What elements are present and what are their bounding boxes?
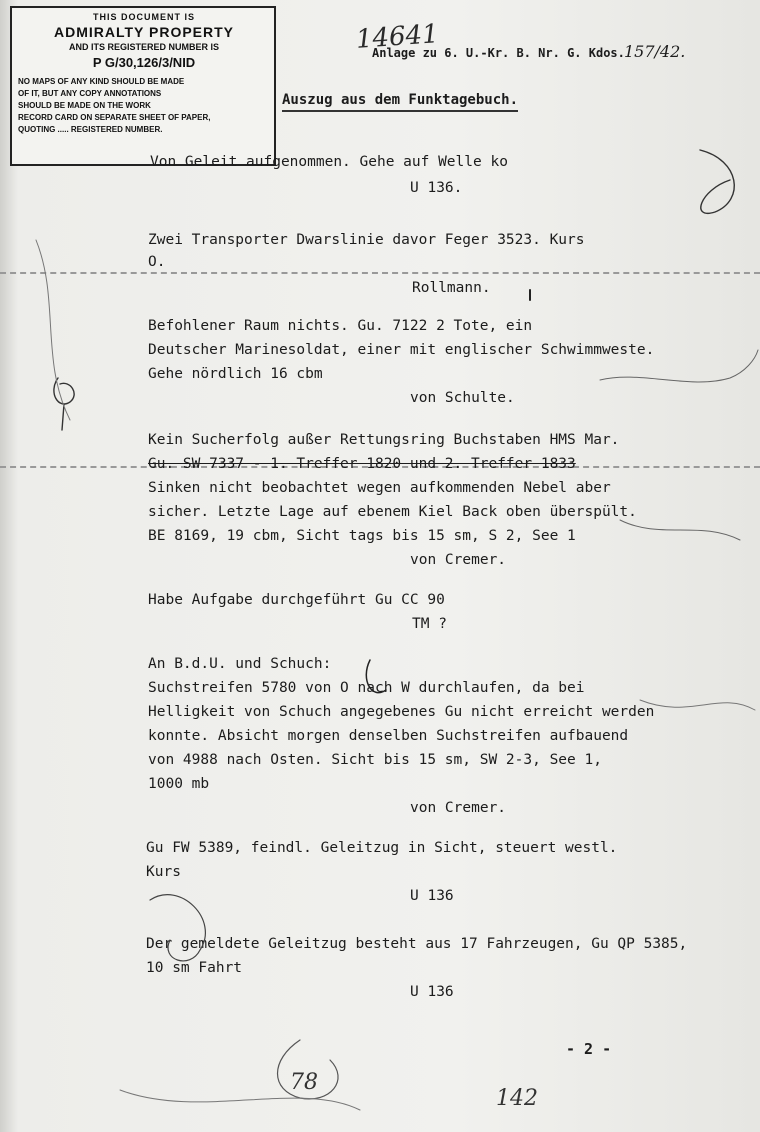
scribble-mark xyxy=(54,378,74,430)
page-number: - 2 - xyxy=(566,1040,612,1058)
entry-line: Von Geleit aufgenommen. Gehe auf Welle ko xyxy=(150,154,508,170)
entry-line: Gehe nördlich 16 cbm xyxy=(148,366,323,382)
stamp-notice-line: RECORD CARD ON SEPARATE SHEET OF PAPER, xyxy=(18,113,211,122)
document-title: Auszug aus dem Funktagebuch. xyxy=(282,92,518,112)
stamp-notice-line: QUOTING ..... REGISTERED NUMBER. xyxy=(18,125,163,134)
entry-line: Suchstreifen 5780 von O nach W durchlaufen, da bei xyxy=(148,680,585,696)
stamp-title: ADMIRALTY PROPERTY xyxy=(53,24,235,40)
reference-line: Anlage zu 6. U.-Kr. B. Nr. G. Kdos. xyxy=(372,46,625,60)
entry-line: Zwei Transporter Dwarslinie davor Feger 3523. Kurs xyxy=(148,232,585,248)
handwritten-mark: 78 xyxy=(290,1070,318,1095)
entry-signature: U 136. xyxy=(410,180,463,196)
entry-line: Gu FW 5389, feindl. Geleitzug in Sicht, steuert westl. xyxy=(146,840,618,856)
stamp-line: THIS DOCUMENT IS xyxy=(92,12,195,22)
hair-mark xyxy=(36,240,70,420)
reference-number: 157/42. xyxy=(624,42,686,61)
entry-line: O. xyxy=(148,254,166,270)
scribble-mark xyxy=(700,150,734,213)
admiralty-stamp xyxy=(10,6,276,166)
entry-line: An B.d.U. und Schuch: xyxy=(148,656,332,672)
entry-line: Kein Sucherfolg außer Rettungsring Buchstaben HMS Mar. xyxy=(148,432,620,448)
entry-line: 1000 mb xyxy=(148,776,210,792)
entry-line: Habe Aufgabe durchgeführt Gu CC 90 xyxy=(148,592,445,608)
entry-line: sicher. Letzte Lage auf ebenem Kiel Back oben überspült. xyxy=(148,504,637,520)
entry-line: Befohlener Raum nichts. Gu. 7122 2 Tote, ein xyxy=(148,318,533,334)
entry-line: konnte. Absicht morgen denselben Suchstreifen aufbauend xyxy=(148,728,629,744)
entry-signature: TM ? xyxy=(412,616,447,632)
entry-line: 10 sm Fahrt xyxy=(146,960,243,976)
entry-line-struck: Gu. SW 7337 - 1. Treffer 1820 und 2. Treffer 1833 xyxy=(148,456,576,472)
entry-line: Sinken nicht beobachtet wegen aufkommenden Nebel aber xyxy=(148,480,611,496)
tear-line xyxy=(0,272,760,274)
stamp-notice-line: SHOULD BE MADE ON THE WORK xyxy=(18,101,151,110)
hair-mark xyxy=(640,700,755,710)
handwritten-archive-number: 14641 xyxy=(355,19,440,55)
stamp-register-number: P G/30,126/3/NID xyxy=(92,55,196,70)
entry-signature: U 136 xyxy=(410,984,454,1000)
hair-mark xyxy=(120,1090,360,1110)
stamp-line: AND ITS REGISTERED NUMBER IS xyxy=(68,42,219,52)
entry-line: BE 8169, 19 cbm, Sicht tags bis 15 sm, S 2, See 1 xyxy=(148,528,576,544)
entry-signature: Rollmann. xyxy=(412,280,491,296)
entry-line: Der gemeldete Geleitzug besteht aus 17 Fahrzeugen, Gu QP 5385, xyxy=(146,936,688,952)
entry-line: Deutscher Marinesoldat, einer mit englischer Schwimmweste. xyxy=(148,342,655,358)
entry-line: von 4988 nach Osten. Sicht bis 15 sm, SW 2-3, See 1, xyxy=(148,752,602,768)
stamp-notice-line: OF IT, BUT ANY COPY ANNOTATIONS xyxy=(18,89,162,98)
entry-signature: von Cremer. xyxy=(410,800,507,816)
stamp-notice xyxy=(18,76,270,136)
entry-signature: von Schulte. xyxy=(410,390,515,406)
entry-line: Kurs xyxy=(146,864,181,880)
stamp-notice-line: NO MAPS OF ANY KIND SHOULD BE MADE xyxy=(18,77,185,86)
entry-signature: von Cremer. xyxy=(410,552,507,568)
entry-signature: U 136 xyxy=(410,888,454,904)
hair-mark xyxy=(620,520,740,540)
entry-line: Helligkeit von Schuch angegebenes Gu nicht erreicht werden xyxy=(148,704,655,720)
handwritten-mark: 142 xyxy=(496,1086,538,1111)
